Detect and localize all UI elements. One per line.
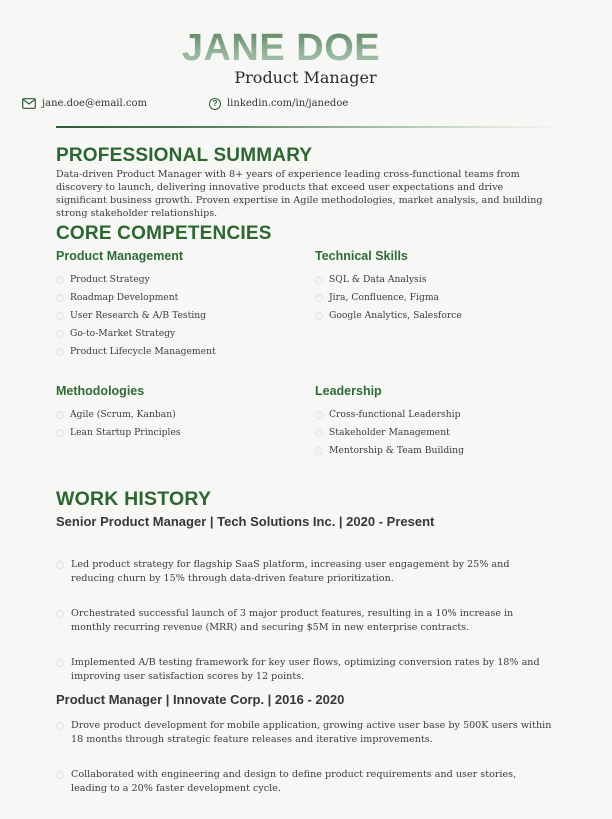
skill-item bbox=[315, 406, 555, 424]
circle-question-icon: ? bbox=[56, 610, 64, 618]
circle-question-icon: ? bbox=[56, 348, 64, 356]
skill-list bbox=[56, 271, 315, 361]
bullet-item bbox=[56, 607, 555, 634]
contact-email-text: jane.doe@email.com bbox=[42, 98, 147, 109]
bullet-text: Drove product development for mobile application, growing active user base by 500K users within 18 months through strategic feature releases and iterative improvements. bbox=[71, 720, 552, 745]
circle-question-icon: ? bbox=[56, 294, 64, 302]
circle-question-icon: ? bbox=[315, 411, 323, 419]
circle-question-icon: ? bbox=[315, 312, 323, 320]
skill-item bbox=[315, 424, 555, 442]
circle-question-icon: ? bbox=[209, 98, 221, 110]
group-heading: Technical Skills bbox=[315, 249, 408, 263]
skill-label: Product Lifecycle Management bbox=[70, 346, 216, 357]
skill-item bbox=[315, 442, 555, 460]
circle-question-icon: ? bbox=[315, 447, 323, 455]
resume-header bbox=[42, 27, 555, 128]
group-heading: Leadership bbox=[315, 384, 382, 398]
envelope-icon bbox=[22, 98, 36, 109]
header-divider bbox=[56, 126, 555, 128]
competency-group-leadership bbox=[315, 383, 555, 460]
skill-item bbox=[56, 424, 315, 442]
bullet-item bbox=[56, 656, 555, 683]
skill-label: Product Strategy bbox=[70, 274, 150, 285]
circle-question-icon: ? bbox=[56, 276, 64, 284]
circle-question-icon: ? bbox=[56, 722, 64, 730]
skill-label: Go-to-Market Strategy bbox=[70, 328, 176, 339]
skill-list bbox=[315, 406, 555, 460]
bullet-item bbox=[56, 719, 555, 746]
contact-linkedin-text: linkedin.com/in/janedoe bbox=[226, 98, 349, 109]
bullet-item bbox=[56, 768, 555, 795]
circle-question-icon: ? bbox=[56, 312, 64, 320]
competency-group-methodologies bbox=[56, 383, 315, 460]
job-entry bbox=[56, 513, 555, 683]
skill-label: Stakeholder Management bbox=[329, 427, 450, 438]
skill-item bbox=[315, 271, 555, 289]
job-title: Senior Product Manager | Tech Solutions Inc. | 2020 - Present bbox=[56, 514, 435, 529]
skill-list bbox=[56, 406, 315, 442]
skill-item bbox=[56, 325, 315, 343]
bullet-text: Led product strategy for flagship SaaS platform, increasing user engagement by 25% and reducing churn by 15% through data-driven feature prioritization. bbox=[71, 559, 510, 584]
person-name: JANE DOE bbox=[56, 27, 506, 69]
section-work-history bbox=[56, 488, 555, 795]
competency-group-product-management bbox=[56, 248, 315, 361]
job-entry bbox=[56, 691, 555, 795]
skill-label: Roadmap Development bbox=[70, 292, 179, 303]
skill-item bbox=[315, 307, 555, 325]
bullet-item bbox=[56, 558, 555, 585]
skill-item bbox=[315, 289, 555, 307]
section-heading-work: WORK HISTORY bbox=[56, 488, 212, 510]
skill-item bbox=[56, 289, 315, 307]
skill-item bbox=[56, 271, 315, 289]
circle-question-icon: ? bbox=[315, 276, 323, 284]
skill-label: Mentorship & Team Building bbox=[329, 445, 464, 456]
summary-text: Data-driven Product Manager with 8+ years of experience leading cross-functional teams from discovery to launch, delivering innovative products that exceed user expectations and drive significant business growth. Proven expertise in Agile methodologies, market analysis, and building strong stakeholder relationships. bbox=[56, 169, 543, 219]
skill-list bbox=[315, 271, 555, 325]
skill-label: User Research & A/B Testing bbox=[70, 310, 207, 321]
circle-question-icon: ? bbox=[56, 411, 64, 419]
skill-label: Jira, Confluence, Figma bbox=[329, 292, 440, 303]
circle-question-icon: ? bbox=[315, 429, 323, 437]
circle-question-icon: ? bbox=[56, 330, 64, 338]
skill-label: SQL & Data Analysis bbox=[329, 274, 427, 285]
group-heading: Methodologies bbox=[56, 384, 145, 398]
bullet-text: Orchestrated successful launch of 3 major product features, resulting in a 10% increase in monthly recurring revenue (MRR) and securing $5M in new enterprise contracts. bbox=[71, 608, 514, 633]
bullet-text: Implemented A/B testing framework for key user flows, optimizing conversion rates by 18% and improving user satisfaction scores by 12 points. bbox=[71, 657, 540, 682]
contact-email bbox=[22, 97, 147, 110]
circle-question-icon: ? bbox=[56, 561, 64, 569]
resume-page bbox=[0, 27, 612, 819]
circle-question-icon: ? bbox=[56, 429, 64, 437]
contact-bar bbox=[22, 97, 555, 110]
skill-label: Lean Startup Principles bbox=[70, 427, 181, 438]
section-professional-summary bbox=[56, 144, 555, 220]
circle-question-icon: ? bbox=[315, 294, 323, 302]
job-bullets bbox=[56, 719, 555, 795]
section-heading-competencies: CORE COMPETENCIES bbox=[56, 223, 272, 244]
circle-question-icon: ? bbox=[56, 771, 64, 779]
job-title: Product Manager | Innovate Corp. | 2016 - 2020 bbox=[56, 692, 345, 707]
skill-label: Cross-functional Leadership bbox=[329, 409, 461, 420]
job-bullets bbox=[56, 558, 555, 683]
skill-item bbox=[56, 406, 315, 424]
person-title: Product Manager bbox=[234, 68, 377, 87]
group-heading: Product Management bbox=[56, 249, 184, 263]
circle-question-icon: ? bbox=[56, 659, 64, 667]
section-heading-summary: PROFESSIONAL SUMMARY bbox=[56, 145, 313, 166]
bullet-text: Collaborated with engineering and design to define product requirements and user stories, leading to a 20% faster development cycle. bbox=[71, 769, 517, 794]
skill-label: Google Analytics, Salesforce bbox=[329, 310, 462, 321]
skill-item bbox=[56, 307, 315, 325]
competency-group-technical-skills bbox=[315, 248, 555, 361]
competency-grid bbox=[56, 248, 555, 460]
section-core-competencies bbox=[56, 222, 555, 460]
skill-item bbox=[56, 343, 315, 361]
skill-label: Agile (Scrum, Kanban) bbox=[70, 409, 176, 420]
contact-linkedin bbox=[209, 97, 355, 110]
